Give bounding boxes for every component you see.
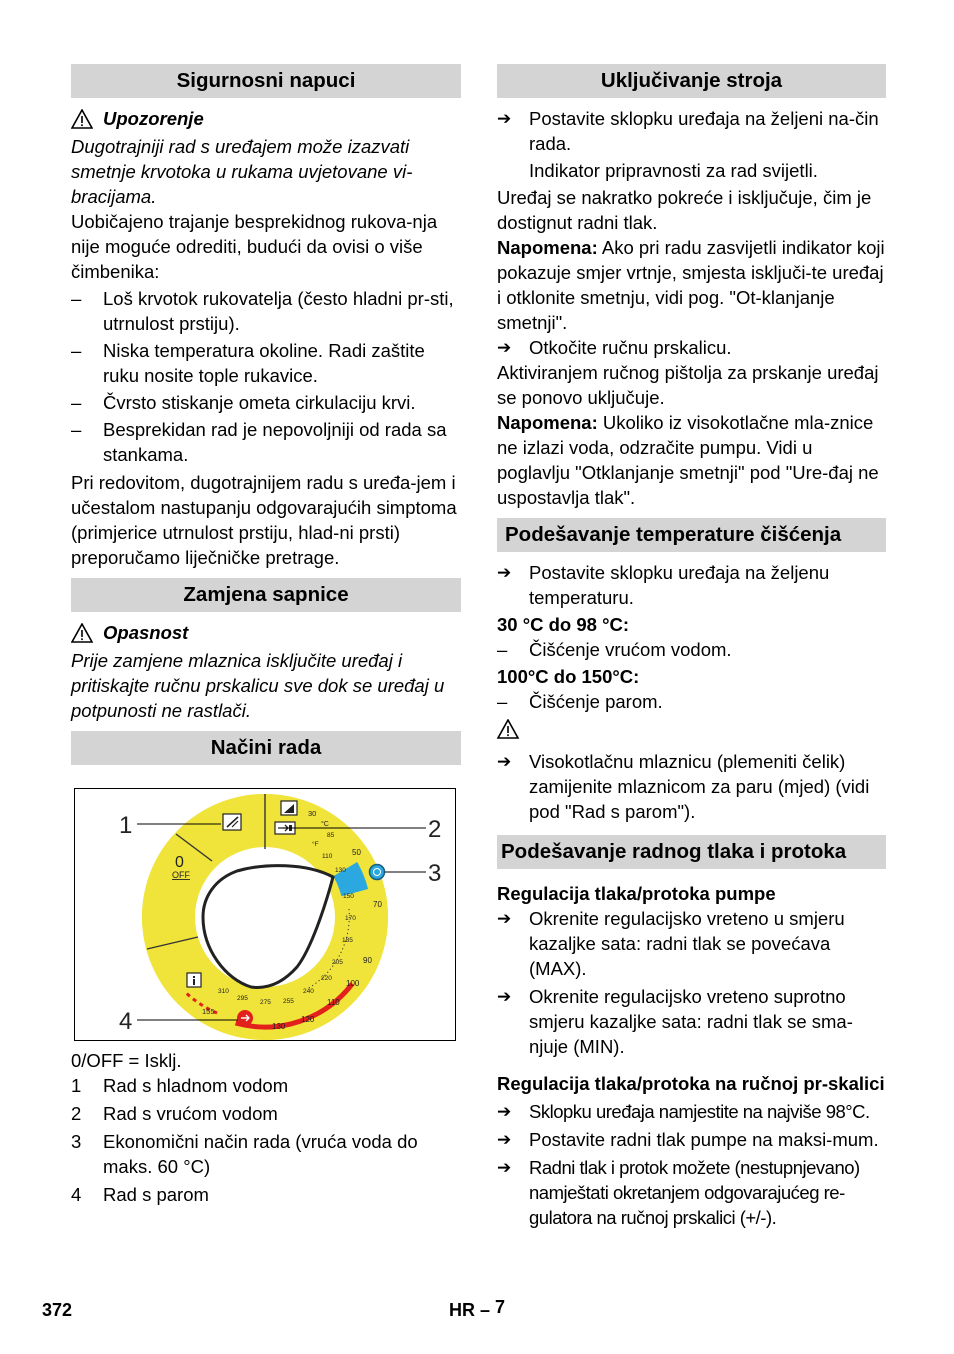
mode-dial-diagram bbox=[74, 788, 456, 1041]
svg-text:170: 170 bbox=[345, 915, 356, 922]
range1-label: 30 °C do 98 °C: bbox=[497, 614, 629, 635]
list-item: ➔ Otkočite ručnu prskalicu. bbox=[497, 337, 732, 358]
warning-triangle-icon bbox=[497, 719, 519, 739]
arrow-icon: ➔ bbox=[497, 1130, 512, 1149]
arrow-icon: ➔ bbox=[497, 1158, 511, 1177]
hot-water-icon bbox=[281, 801, 297, 815]
pump-subheading: Regulacija tlaka/protoka pumpe bbox=[497, 883, 776, 904]
off-legend: 0/OFF = Isklj. bbox=[71, 1050, 182, 1071]
danger-heading bbox=[71, 620, 461, 645]
warning-triangle-icon bbox=[71, 109, 93, 129]
svg-text:295: 295 bbox=[237, 995, 248, 1002]
list-item: ➔ Okrenite regulacijsko vreteno u smjeru kazaljke sata: radni tlak se povećava (MAX). bbox=[497, 908, 845, 979]
svg-text:240: 240 bbox=[303, 988, 314, 995]
danger-triangle-icon bbox=[71, 623, 93, 643]
start-heading: Uključivanje stroja bbox=[497, 64, 886, 98]
svg-text:205: 205 bbox=[332, 959, 343, 966]
list-item: 4 Rad s parom bbox=[71, 1184, 209, 1205]
list-item: ➔ Okrenite regulacijsko vreteno suprotno smjeru kazaljke sata: radni tlak se sma-njuje (MIN). bbox=[497, 986, 853, 1057]
intro-text: Uobičajeno trajanje besprekidnog rukova-nja nije moguće odrediti, budući da ovisi o više čimbenika: bbox=[71, 211, 438, 282]
safety-heading: Sigurnosni napuci bbox=[71, 64, 461, 98]
svg-text:185: 185 bbox=[342, 937, 353, 944]
svg-text:220: 220 bbox=[321, 975, 332, 982]
callout-2: 2 bbox=[428, 816, 442, 843]
right-column bbox=[497, 64, 886, 1230]
note-1: Napomena: Ako pri radu zasvijetli indikator koji pokazuje smjer vrtnje, smjesta isključi-te uređaj i otklonite smetnju, vidi pog. "Ot-klanjanje smetnji". bbox=[497, 237, 885, 333]
svg-text:70: 70 bbox=[373, 900, 382, 909]
off-zero: 0 bbox=[175, 854, 184, 871]
arrow-icon: ➔ bbox=[497, 1102, 511, 1121]
list-item: 1 Rad s hladnom vodom bbox=[71, 1075, 289, 1096]
svg-text:150: 150 bbox=[343, 893, 354, 900]
svg-text:100: 100 bbox=[346, 979, 360, 988]
list-item: – Čišćenje parom. bbox=[497, 691, 663, 712]
svg-text:275: 275 bbox=[260, 999, 271, 1006]
info-icon bbox=[187, 973, 201, 987]
arrow-icon: ➔ bbox=[497, 909, 512, 928]
callout-1: 1 bbox=[119, 812, 133, 839]
list-item: – Čvrsto stiskanje ometa cirkulaciju krvi. bbox=[71, 392, 416, 413]
pressure-heading: Podešavanje radnog tlaka i protoka bbox=[497, 835, 886, 869]
gun-subheading: Regulacija tlaka/protoka na ručnoj pr-skalici bbox=[497, 1073, 885, 1094]
mode-legend bbox=[71, 1048, 461, 1207]
off-label: OFF bbox=[172, 870, 190, 880]
warning-text: Dugotrajniji rad s uređajem može izazvati smetnje krvotoka u rukama uvjetovane vi-bracijama. bbox=[71, 136, 413, 207]
advice-text: Pri redovitom, dugotrajnijem radu s uređa-jem i učestalom nastupanju odgovarajućih simptoma (primjerice utrnulost prstiju, hlad-ni prsti) preporučamo liječničke pretrage. bbox=[71, 472, 457, 568]
svg-text:255: 255 bbox=[283, 998, 294, 1005]
danger-label: Opasnost bbox=[103, 622, 189, 643]
activate-text: Aktiviranjem ručnog pištolja za prskanje uređaj se ponovo uključuje. bbox=[497, 362, 879, 408]
arrow-icon: ➔ bbox=[497, 987, 512, 1006]
page-number: 372 bbox=[42, 1300, 73, 1320]
svg-text:°C: °C bbox=[321, 821, 329, 828]
svg-text:120: 120 bbox=[301, 1015, 315, 1024]
left-column bbox=[71, 64, 461, 773]
list-item: – Besprekidan rad je nepovoljniji od rada sa stankama. bbox=[71, 419, 447, 465]
svg-text:130: 130 bbox=[272, 1022, 286, 1031]
cold-water-icon bbox=[223, 814, 241, 830]
page-language: HR – 7 bbox=[449, 1297, 506, 1320]
svg-text:110: 110 bbox=[322, 853, 333, 860]
svg-text:90: 90 bbox=[363, 956, 372, 965]
callout-4: 4 bbox=[119, 1008, 133, 1035]
range2-label: 100°C do 150°C: bbox=[497, 666, 640, 687]
svg-text:°F: °F bbox=[312, 841, 319, 848]
danger-text: Prije zamjene mlaznica isključite uređaj i pritiskajte ručnu prskalicu sve dok se uređaj u potpunosti ne rastlači. bbox=[71, 650, 445, 721]
list-item: ➔ Radni tlak i protok možete (nestupnjevano) namještati okretanjem odgovarajućeg re-gulatora na ručnoj prskalici (+/-). bbox=[497, 1157, 860, 1228]
arrow-icon: ➔ bbox=[497, 338, 512, 357]
svg-text:30: 30 bbox=[308, 809, 317, 818]
svg-text:110: 110 bbox=[327, 998, 340, 1007]
modes-heading: Načini rada bbox=[71, 731, 461, 765]
arrow-icon: ➔ bbox=[497, 563, 512, 582]
indicator-text: Indikator pripravnosti za rad svijetli. bbox=[529, 160, 818, 181]
list-item: 3 Ekonomični način rada (vruća voda do maks. 60 °C) bbox=[71, 1131, 418, 1177]
list-item: ➔ Postavite radni tlak pumpe na maksi-mum. bbox=[497, 1129, 879, 1150]
list-item: 2 Rad s vrućom vodom bbox=[71, 1103, 278, 1124]
list-item: ➔ Postavite sklopku uređaja na željeni na-čin rada. bbox=[497, 108, 879, 154]
arrow-icon: ➔ bbox=[497, 752, 512, 771]
nozzle-heading: Zamjena sapnice bbox=[71, 578, 461, 612]
start-text: Uređaj se nakratko pokreće i isključuje, čim je dostignut radni tlak. bbox=[497, 187, 872, 233]
svg-text:155: 155 bbox=[202, 1007, 215, 1016]
list-item: ➔ Postavite sklopku uređaja na željenu temperaturu. bbox=[497, 562, 830, 608]
list-item: – Čišćenje vrućom vodom. bbox=[497, 639, 732, 660]
arrow-icon: ➔ bbox=[497, 109, 512, 128]
warning-label: Upozorenje bbox=[103, 108, 204, 129]
svg-text:130: 130 bbox=[335, 867, 346, 874]
callout-3: 3 bbox=[428, 860, 442, 887]
warning-heading bbox=[71, 106, 461, 131]
note-2: Napomena: Ukoliko iz visokotlačne mla-znice ne izlazi voda, odzračite pumpu. Vidi u poglavlju "Otklanjanje smetnji" pod "Ure-đaj ne uspostavlja tlak". bbox=[497, 412, 879, 508]
svg-text:310: 310 bbox=[218, 988, 229, 995]
list-item: ➔ Visokotlačnu mlaznicu (plemeniti čelik) zamijenite mlaznicom za paru (mjed) (vidi pod "Rad s parom"). bbox=[497, 751, 870, 822]
list-item: ➔ Sklopku uređaja namjestite na najviše 98°C. bbox=[497, 1101, 870, 1122]
svg-text:50: 50 bbox=[352, 848, 361, 857]
steam-icon bbox=[237, 1010, 253, 1026]
list-item: – Niska temperatura okoline. Radi zaštite ruku nosite tople rukavice. bbox=[71, 340, 425, 386]
list-item: – Loš krvotok rukovatelja (često hladni pr-sti, utrnulost prstiju). bbox=[71, 288, 454, 334]
temp-heading: Podešavanje temperature čišćenja bbox=[497, 518, 886, 552]
eco-indicator bbox=[370, 865, 385, 880]
svg-text:85: 85 bbox=[327, 832, 335, 839]
